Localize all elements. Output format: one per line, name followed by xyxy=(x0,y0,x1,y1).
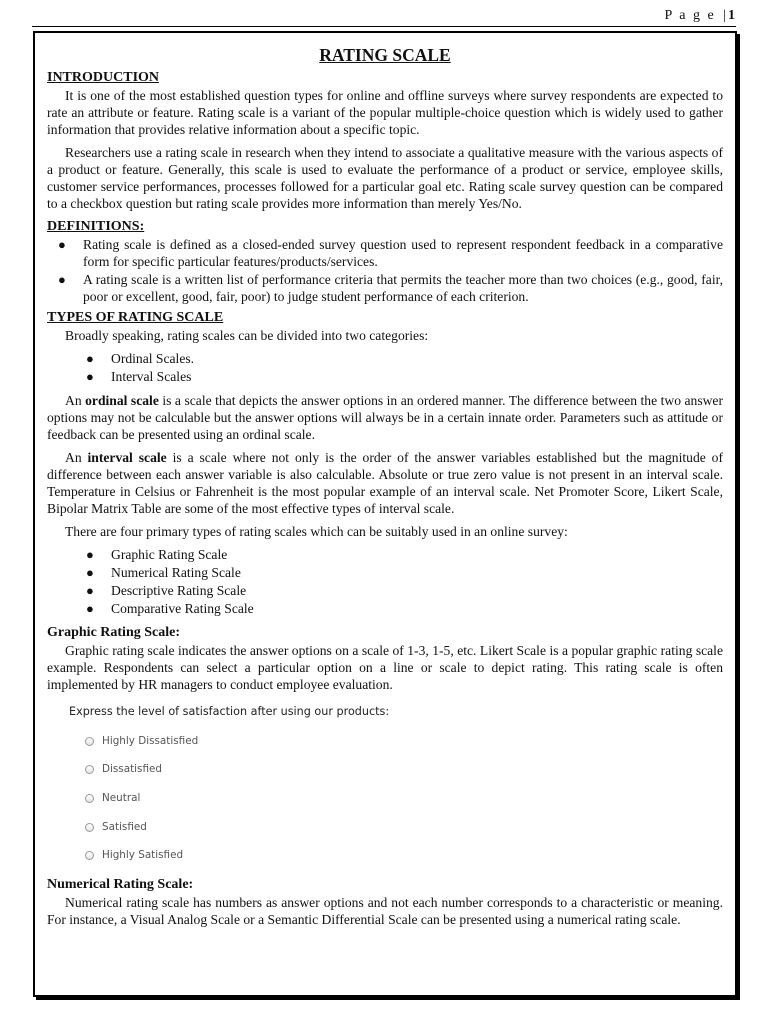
numerical-paragraph: Numerical rating scale has numbers as answer options and not each number corresponds to a characteristic or meaning. For instance, a Visual Analog Scale or a Semantic Differential Scale can be presented using a numerical rating scale. xyxy=(47,894,723,927)
bullet-icon: ● xyxy=(58,237,66,252)
bullet-icon: ● xyxy=(58,272,66,287)
survey-option-label: Highly Satisfied xyxy=(102,849,184,862)
survey-option[interactable] xyxy=(69,784,723,813)
list-item xyxy=(75,600,723,618)
bullet-icon: ● xyxy=(86,351,94,366)
list-item xyxy=(75,564,723,582)
primary-types-list xyxy=(75,546,723,618)
page-label: P a g e xyxy=(664,8,716,23)
survey-option-label: Satisfied xyxy=(102,820,147,833)
list-item xyxy=(47,271,723,305)
document-body xyxy=(47,44,723,934)
bullet-icon: ● xyxy=(86,547,94,562)
survey-option[interactable] xyxy=(69,756,723,785)
bullet-icon: ● xyxy=(86,369,94,384)
list-item xyxy=(75,582,723,600)
definitions-list xyxy=(47,236,723,305)
header-rule xyxy=(32,26,736,27)
bullet-icon: ● xyxy=(86,565,94,580)
document-title: RATING SCALE xyxy=(319,45,451,65)
survey-option[interactable] xyxy=(69,727,723,756)
list-item xyxy=(75,546,723,564)
list-item xyxy=(75,350,723,368)
page-number xyxy=(664,8,735,24)
survey-option-label: Highly Dissatisfied xyxy=(102,734,199,747)
primary-type-text: Comparative Rating Scale xyxy=(111,601,254,616)
graphic-heading: Graphic Rating Scale: xyxy=(47,625,180,640)
types-intro: Broadly speaking, rating scales can be divided into two categories: xyxy=(65,328,429,343)
primary-type-text: Graphic Rating Scale xyxy=(111,547,228,562)
ordinal-lead: An xyxy=(65,393,86,408)
ordinal-text: is a scale that depicts the answer options in an ordered manner. The difference between the two answer options may not be calculable but the answer options will always be in a certain innate order. Parameters such as attitude or feedback can be presented using an ordinal scale. xyxy=(47,393,723,442)
primary-type-text: Numerical Rating Scale xyxy=(111,565,241,580)
interval-lead: An xyxy=(65,450,88,465)
introduction-paragraph-1: It is one of the most established question types for online and offline surveys where survey respondents are expected to rate an attribute or feature. Rating scale is a variant of the popular multiple-choice question which is widely used to gather information that provides relative information about a specific topic. xyxy=(47,88,723,137)
ordinal-term: ordinal scale xyxy=(85,393,159,408)
list-item xyxy=(47,236,723,270)
survey-option[interactable] xyxy=(69,841,723,870)
graphic-paragraph: Graphic rating scale indicates the answer options on a scale of 1-3, 1-5, etc. Likert Scale is a popular graphic rating scale example. Respondents can select a particular option on a line or scale to depict rating. This rating scale is often implemented by HR managers to conduct employee evaluation. xyxy=(47,643,723,692)
types-heading: TYPES OF RATING SCALE xyxy=(47,310,224,325)
interval-term: interval scale xyxy=(87,450,167,465)
survey-option[interactable] xyxy=(69,813,723,842)
survey-example xyxy=(69,703,723,870)
interval-paragraph xyxy=(47,449,723,517)
page-separator: | xyxy=(723,8,726,23)
primary-types-intro: There are four primary types of rating scales which can be suitably used in an online survey: xyxy=(65,524,568,539)
list-item xyxy=(75,368,723,386)
page-number-value: 1 xyxy=(728,8,735,23)
radio-icon[interactable] xyxy=(85,851,94,860)
category-text: Interval Scales xyxy=(111,369,192,384)
ordinal-paragraph xyxy=(47,392,723,443)
survey-question: Express the level of satisfaction after using our products: xyxy=(69,705,390,718)
definitions-heading: DEFINITIONS: xyxy=(47,219,145,234)
category-text: Ordinal Scales. xyxy=(111,351,195,366)
interval-text: is a scale where not only is the order of the answer variables established but the magnitude of difference between each answer variable is also calculable. Absolute or true zero value is not present in an interval scale. Temperature in Celsius or Fahrenheit is the most popular example of an interval scale. Net Promoter Score, Likert Scale, Bipolar Matrix Table are some of the most effective types of interval scale. xyxy=(47,450,724,516)
primary-type-text: Descriptive Rating Scale xyxy=(111,583,247,598)
introduction-heading: INTRODUCTION xyxy=(47,70,160,85)
survey-option-label: Dissatisfied xyxy=(102,763,162,776)
radio-icon[interactable] xyxy=(85,765,94,774)
radio-icon[interactable] xyxy=(85,823,94,832)
radio-icon[interactable] xyxy=(85,737,94,746)
bullet-icon: ● xyxy=(86,583,94,598)
introduction-paragraph-2: Researchers use a rating scale in research when they intend to associate a qualitative measure with the various aspects of a product or feature. Generally, this scale is used to evaluate the performance of a product or service, employee skills, customer service performances, processes followed for a particular goal etc. Rating scale survey question can be compared to a checkbox question but rating scale provides more information than merely Yes/No. xyxy=(47,145,723,211)
bullet-icon: ● xyxy=(86,601,94,616)
radio-icon[interactable] xyxy=(85,794,94,803)
survey-option-label: Neutral xyxy=(102,791,141,804)
definition-text: Rating scale is defined as a closed-ended survey question used to represent respondent feedback in a comparative form for specific particular features/products/services. xyxy=(83,237,723,269)
categories-list xyxy=(75,350,723,386)
numerical-heading: Numerical Rating Scale: xyxy=(47,876,194,892)
definition-text: A rating scale is a written list of performance criteria that permits the teacher more than two choices (e.g., good, fair, poor or excellent, good, fair, poor) to judge student performance of each criterion. xyxy=(83,272,723,304)
